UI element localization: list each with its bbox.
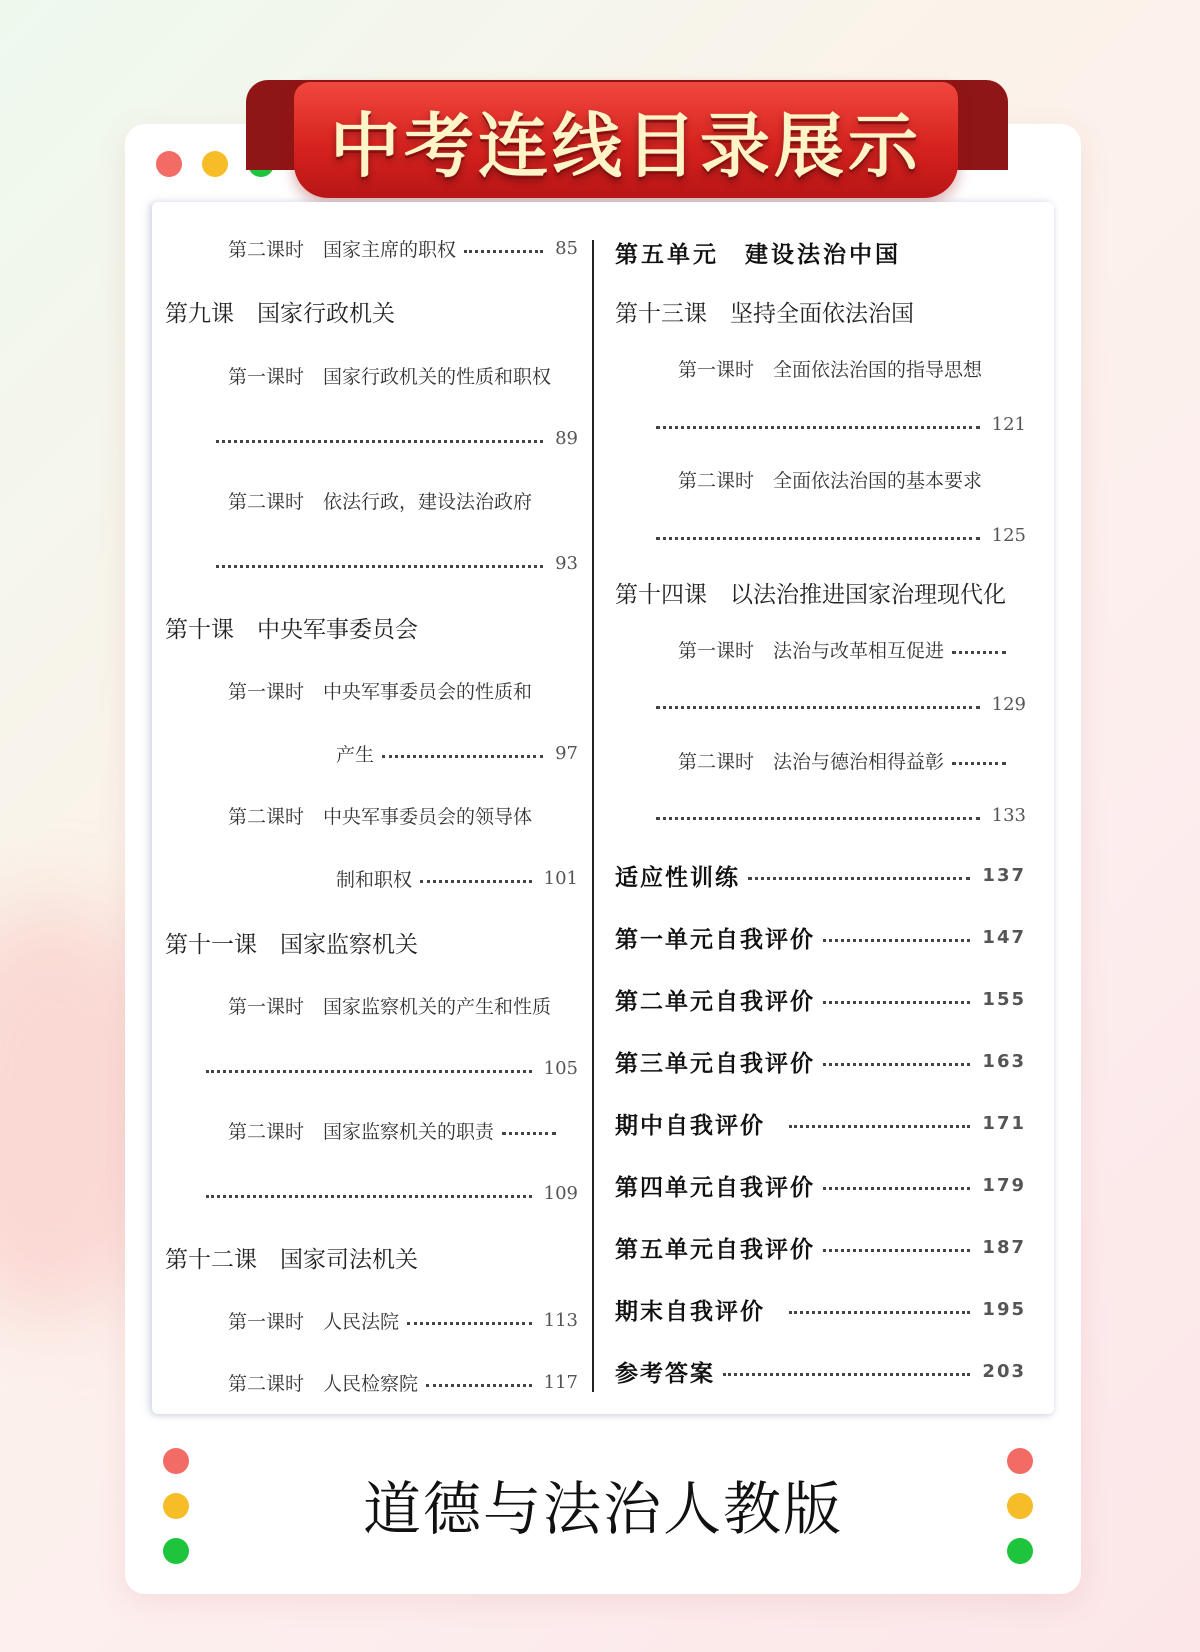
toc-entry: 125 (648, 517, 1026, 553)
toc-entry: 105 (198, 1050, 578, 1086)
banner (294, 82, 958, 198)
toc-lesson: 第十二课 国家司法机关 (165, 1246, 418, 1273)
toc-entry: 93 (208, 545, 578, 581)
toc-entry: 产生 97 (336, 742, 578, 766)
toc-section: 参考答案 203 (615, 1360, 1026, 1387)
toc-entry: 89 (208, 420, 578, 456)
subject-title: 道德与法治人教版 (362, 1475, 843, 1543)
window-close-dot (156, 151, 182, 177)
toc-entry: 第二课时 依法行政，建设法治政府 (228, 490, 533, 513)
toc-lesson: 第九课 国家行政机关 (165, 300, 395, 327)
banner-title: 中考连线目录展示 (330, 104, 922, 187)
toc-lesson: 第十四课 以法治推进国家治理现代化 (615, 581, 1006, 608)
toc-entry: 109 (198, 1175, 578, 1211)
toc-entry: 第一课时 法治与改革相互促进 (678, 631, 1018, 667)
window-minimize-dot (202, 151, 228, 177)
toc-entry: 133 (648, 797, 1026, 833)
toc-lesson: 第十三课 坚持全面依法治国 (615, 300, 914, 327)
toc-section: 第五单元自我评价 187 (615, 1236, 1026, 1263)
column-divider (592, 240, 594, 1392)
toc-entry: 第一课时 国家行政机关的性质和职权 (228, 365, 552, 388)
toc-section: 第三单元自我评价 163 (615, 1050, 1026, 1077)
toc-lesson: 第十课 中央军事委员会 (165, 616, 418, 643)
toc-entry: 第一课时 全面依法治国的指导思想 (678, 358, 983, 381)
toc-section: 适应性训练 137 (615, 864, 1026, 891)
toc-entry: 121 (648, 406, 1026, 442)
toc-section: 第二单元自我评价 155 (615, 988, 1026, 1015)
toc-entry: 129 (648, 686, 1026, 722)
toc-entry: 第一课时 人民法院 113 (228, 1309, 578, 1333)
toc-lesson: 第十一课 国家监察机关 (165, 931, 418, 958)
toc-entry: 第一课时 国家监察机关的产生和性质 (228, 995, 552, 1018)
toc-entry: 第二课时 全面依法治国的基本要求 (678, 469, 983, 492)
toc-section: 期中自我评价 171 (615, 1112, 1026, 1139)
toc-entry: 第二课时 人民检察院 117 (228, 1371, 578, 1395)
toc-entry: 第二课时 国家监察机关的职责 (228, 1112, 568, 1148)
toc-entry: 第一课时 中央军事委员会的性质和 (228, 680, 533, 703)
toc-entry: 制和职权 101 (336, 867, 578, 891)
toc-section: 期末自我评价 195 (615, 1298, 1026, 1325)
toc-entry: 第二课时 法治与德治相得益彰 (678, 742, 1018, 778)
toc-entry: 第二课时 中央军事委员会的领导体 (228, 805, 533, 828)
toc-unit: 第五单元 建设法治中国 (615, 241, 901, 268)
toc-section: 第一单元自我评价 147 (615, 926, 1026, 953)
toc-entry: 第二课时 国家主席的职权 85 (228, 237, 578, 261)
toc-section: 第四单元自我评价 179 (615, 1174, 1026, 1201)
